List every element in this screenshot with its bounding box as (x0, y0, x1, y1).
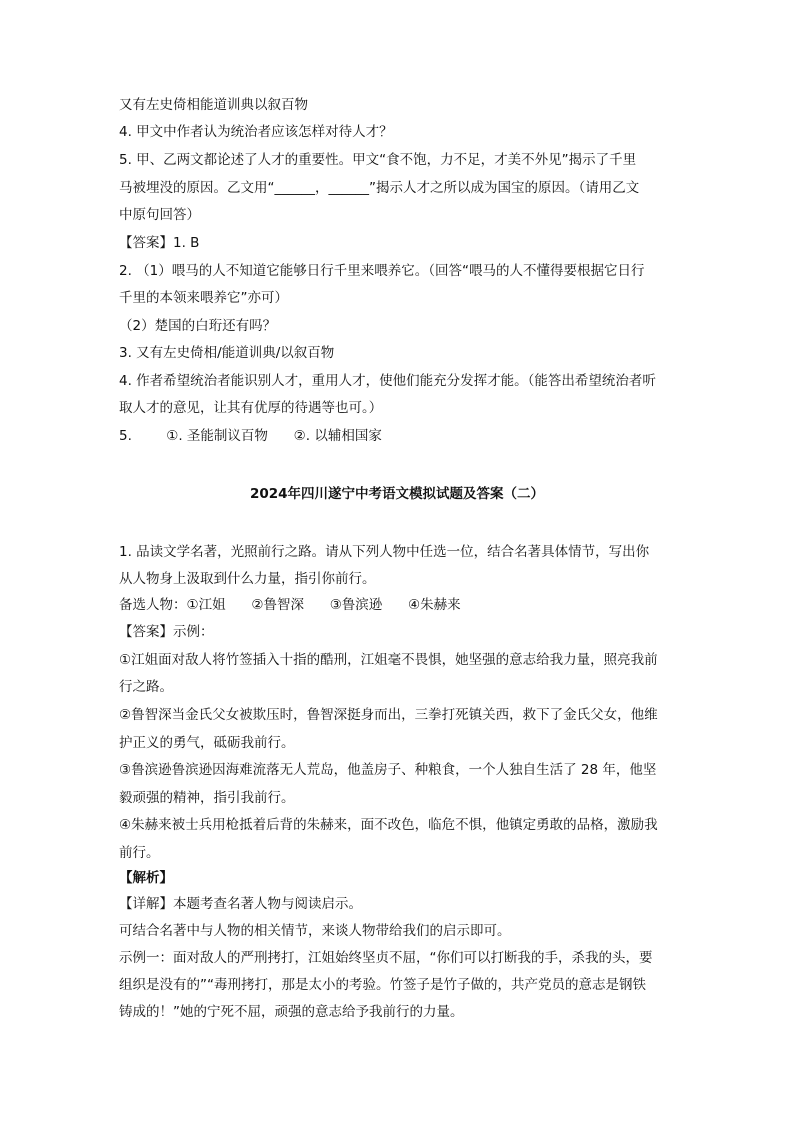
demo-1-cont: 组织是没有的”“毒刑拷打，那是太小的考验。竹签子是竹子做的，共产党员的意志是钢铁 (119, 977, 646, 993)
answer-2: 2. （1）喂马的人不知道它能够日行千里来喂养它。（回答“喂马的人不懂得要根据它日行 (119, 263, 645, 279)
text-line: 又有左史倚相能道训典以叙百物 (119, 97, 308, 113)
answer-4-cont: 取人才的意见，让其有优厚的待遇等也可。） (119, 400, 383, 416)
question-5-cont: 马被埋没的原因。乙文用“______，______”揭示人才之所以成为国宝的原因。（请用乙文 (119, 180, 640, 196)
answer-3: 3. 又有左史倚相/能道训典/以叙百物 (119, 345, 335, 361)
answer-heading: 【答案】示例： (119, 624, 214, 640)
answer-5: 5. ①. 圣能制议百物 ②. 以辅相国家 (119, 428, 382, 444)
example-2: ②鲁智深当金氏父女被欺压时，鲁智深挺身而出，三拳打死镇关西，救下了金氏父女，他维 (119, 707, 658, 723)
answer-2-part2: （2）楚国的白珩还有吗？ (119, 318, 277, 334)
example-2-cont: 护正义的勇气，砥砺我前行。 (119, 735, 295, 751)
example-3: ③鲁滨逊鲁滨逊因海难流落无人荒岛，他盖房子、种粮食，一个人独自生活了 28 年，他坚 (119, 762, 657, 778)
example-1-cont: 行之路。 (119, 679, 173, 695)
candidate-list: 备选人物：①江姐 ②鲁智深 ③鲁滨逊 ④朱赫来 (119, 597, 461, 613)
question-4: 4. 甲文中作者认为统治者应该怎样对待人才？ (119, 124, 393, 140)
question-1-cont: 从人物身上汲取到什么力量，指引你前行。 (119, 571, 376, 587)
question-5: 5. 甲、乙两文都论述了人才的重要性。甲文“食不饱，力不足，才美不外见”揭示了千里 (119, 152, 637, 168)
demo-1: 示例一：面对敌人的严刑拷打，江姐始终坚贞不屈，“你们可以打断我的手，杀我的头，要 (119, 950, 653, 966)
demo-1-cont: 铸成的！”她的宁死不屈，顽强的意志给予我前行的力量。 (119, 1004, 464, 1020)
question-1: 1. 品读文学名著，光照前行之路。请从下列人物中任选一位，结合名著具体情节，写出你 (119, 544, 650, 560)
answer-heading: 【答案】1. B (119, 235, 200, 251)
example-1: ①江姐面对敌人将竹签插入十指的酷刑，江姐毫不畏惧，她坚强的意志给我力量，照亮我前 (119, 652, 658, 668)
detail-text: 可结合名著中与人物的相关情节，来谈人物带给我们的启示即可。 (119, 923, 511, 939)
example-4: ④朱赫来被士兵用枪抵着后背的朱赫来，面不改色，临危不惧，他镇定勇敢的品格，激励我 (119, 817, 658, 833)
answer-4: 4. 作者希望统治者能识别人才，重用人才，使他们能充分发挥才能。（能答出希望统治者听 (119, 373, 656, 389)
example-3-cont: 毅顽强的精神，指引我前行。 (119, 790, 295, 806)
detail-heading: 【详解】本题考查名著人物与阅读启示。 (119, 896, 362, 912)
analysis-heading: 【解析】 (119, 870, 173, 886)
answer-2-cont: 千里的本领来喂养它”亦可） (119, 290, 288, 306)
example-4-cont: 前行。 (119, 845, 160, 861)
section-title: 2024年四川遂宁中考语文模拟试题及答案（二） (249, 486, 545, 502)
question-5-cont: 中原句回答） (119, 207, 200, 223)
